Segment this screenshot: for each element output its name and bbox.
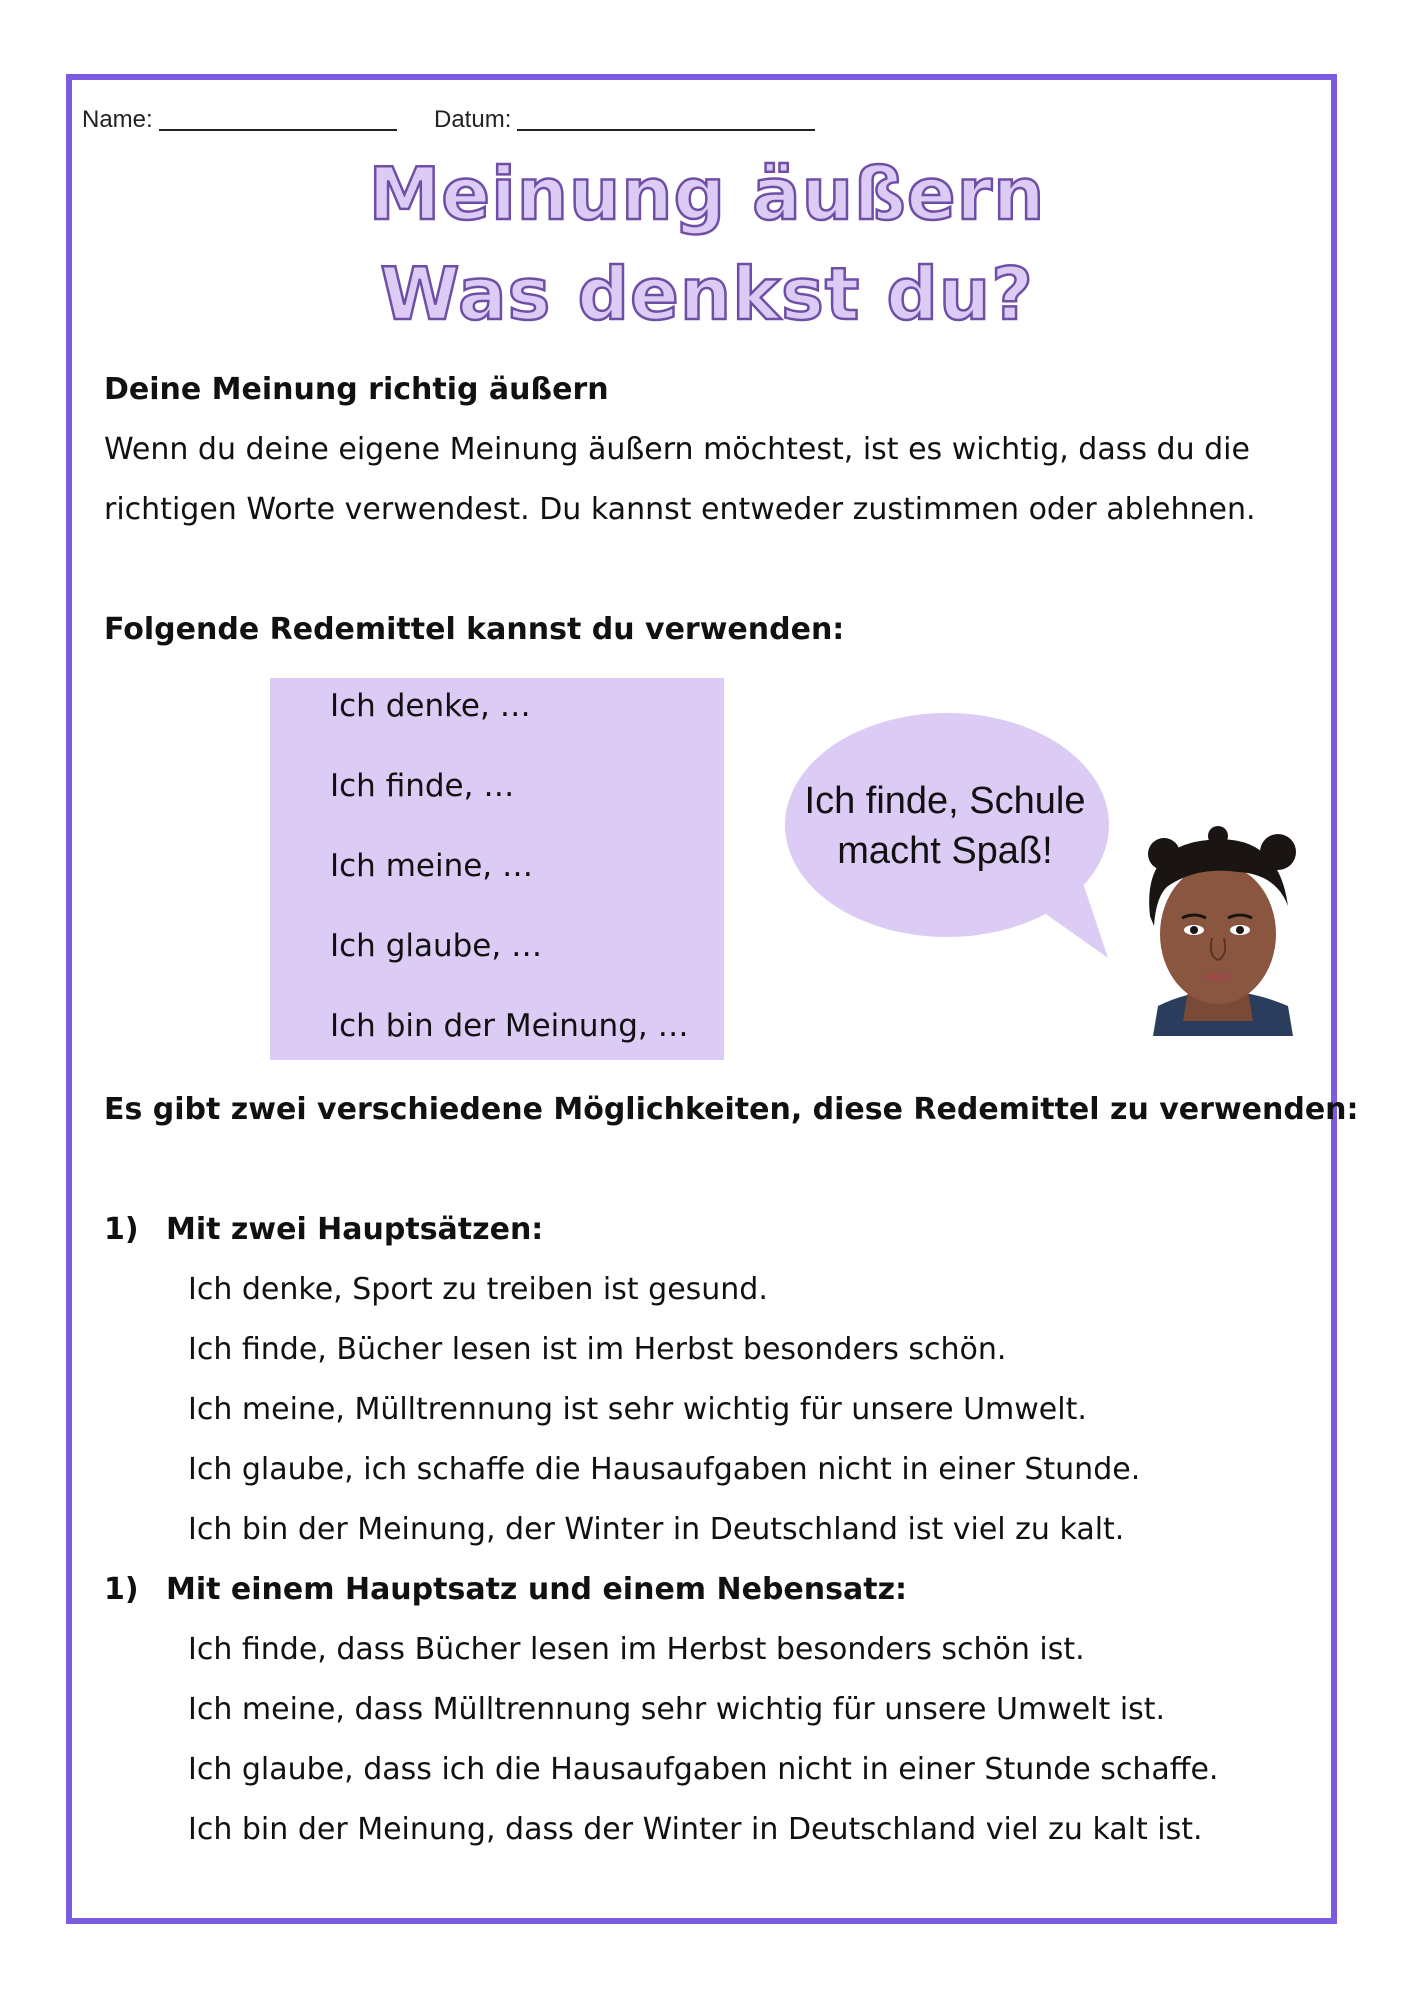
phrase-item: Ich finde, … [330,768,515,804]
phrases-box [270,678,724,1060]
example-sentence: Ich glaube, dass ich die Hausaufgaben nicht in einer Stunde schaffe. [188,1752,1219,1787]
page-title: Meinung äußern [368,152,1046,236]
phrase-item: Ich bin der Meinung, … [330,1008,689,1044]
phrase-item: Ich glaube, … [330,928,543,964]
section-2-number: 1) [104,1572,139,1607]
bubble-line-1: Ich finde, Schule [804,780,1086,822]
example-sentence: Ich glaube, ich schaffe die Hausaufgaben nicht in einer Stunde. [188,1452,1141,1487]
name-blank-line [159,107,397,131]
girl-illustration [1128,826,1308,1036]
section-1-number: 1) [104,1212,139,1247]
example-sentence: Ich finde, Bücher lesen ist im Herbst besonders schön. [188,1332,1007,1367]
example-sentence: Ich denke, Sport zu treiben ist gesund. [188,1272,768,1307]
phrases-heading: Folgende Redemittel kannst du verwenden: [104,612,845,647]
section-1-heading: Mit zwei Hauptsätzen: [166,1212,544,1247]
date-field [434,106,815,134]
example-sentence: Ich meine, Mülltrennung ist sehr wichtig für unsere Umwelt. [188,1392,1087,1427]
phrase-item: Ich denke, … [330,688,531,724]
intro-line-2: richtigen Worte verwendest. Du kannst entweder zustimmen oder ablehnen. [104,492,1256,527]
section-2-heading: Mit einem Hauptsatz und einem Nebensatz: [166,1572,908,1607]
name-label: Name: [82,106,153,133]
name-field [82,106,397,134]
intro-heading: Deine Meinung richtig äußern [104,372,609,407]
intro-line-1: Wenn du deine eigene Meinung äußern möchtest, ist es wichtig, dass du die [104,432,1250,467]
speech-bubble-text [782,776,1108,876]
example-sentence: Ich bin der Meinung, der Winter in Deutschland ist viel zu kalt. [188,1512,1125,1547]
date-label: Datum: [434,106,512,133]
example-sentence: Ich finde, dass Bücher lesen im Herbst besonders schön ist. [188,1632,1085,1667]
bubble-line-2: macht Spaß! [837,830,1053,872]
page-subtitle: Was denkst du? [380,252,1034,336]
options-heading: Es gibt zwei verschiedene Möglichkeiten, diese Redemittel zu verwenden: [104,1092,1359,1127]
example-sentence: Ich bin der Meinung, dass der Winter in Deutschland viel zu kalt ist. [188,1812,1203,1847]
date-blank-line [517,107,815,131]
example-sentence: Ich meine, dass Mülltrennung sehr wichtig für unsere Umwelt ist. [188,1692,1166,1727]
phrase-item: Ich meine, … [330,848,533,884]
